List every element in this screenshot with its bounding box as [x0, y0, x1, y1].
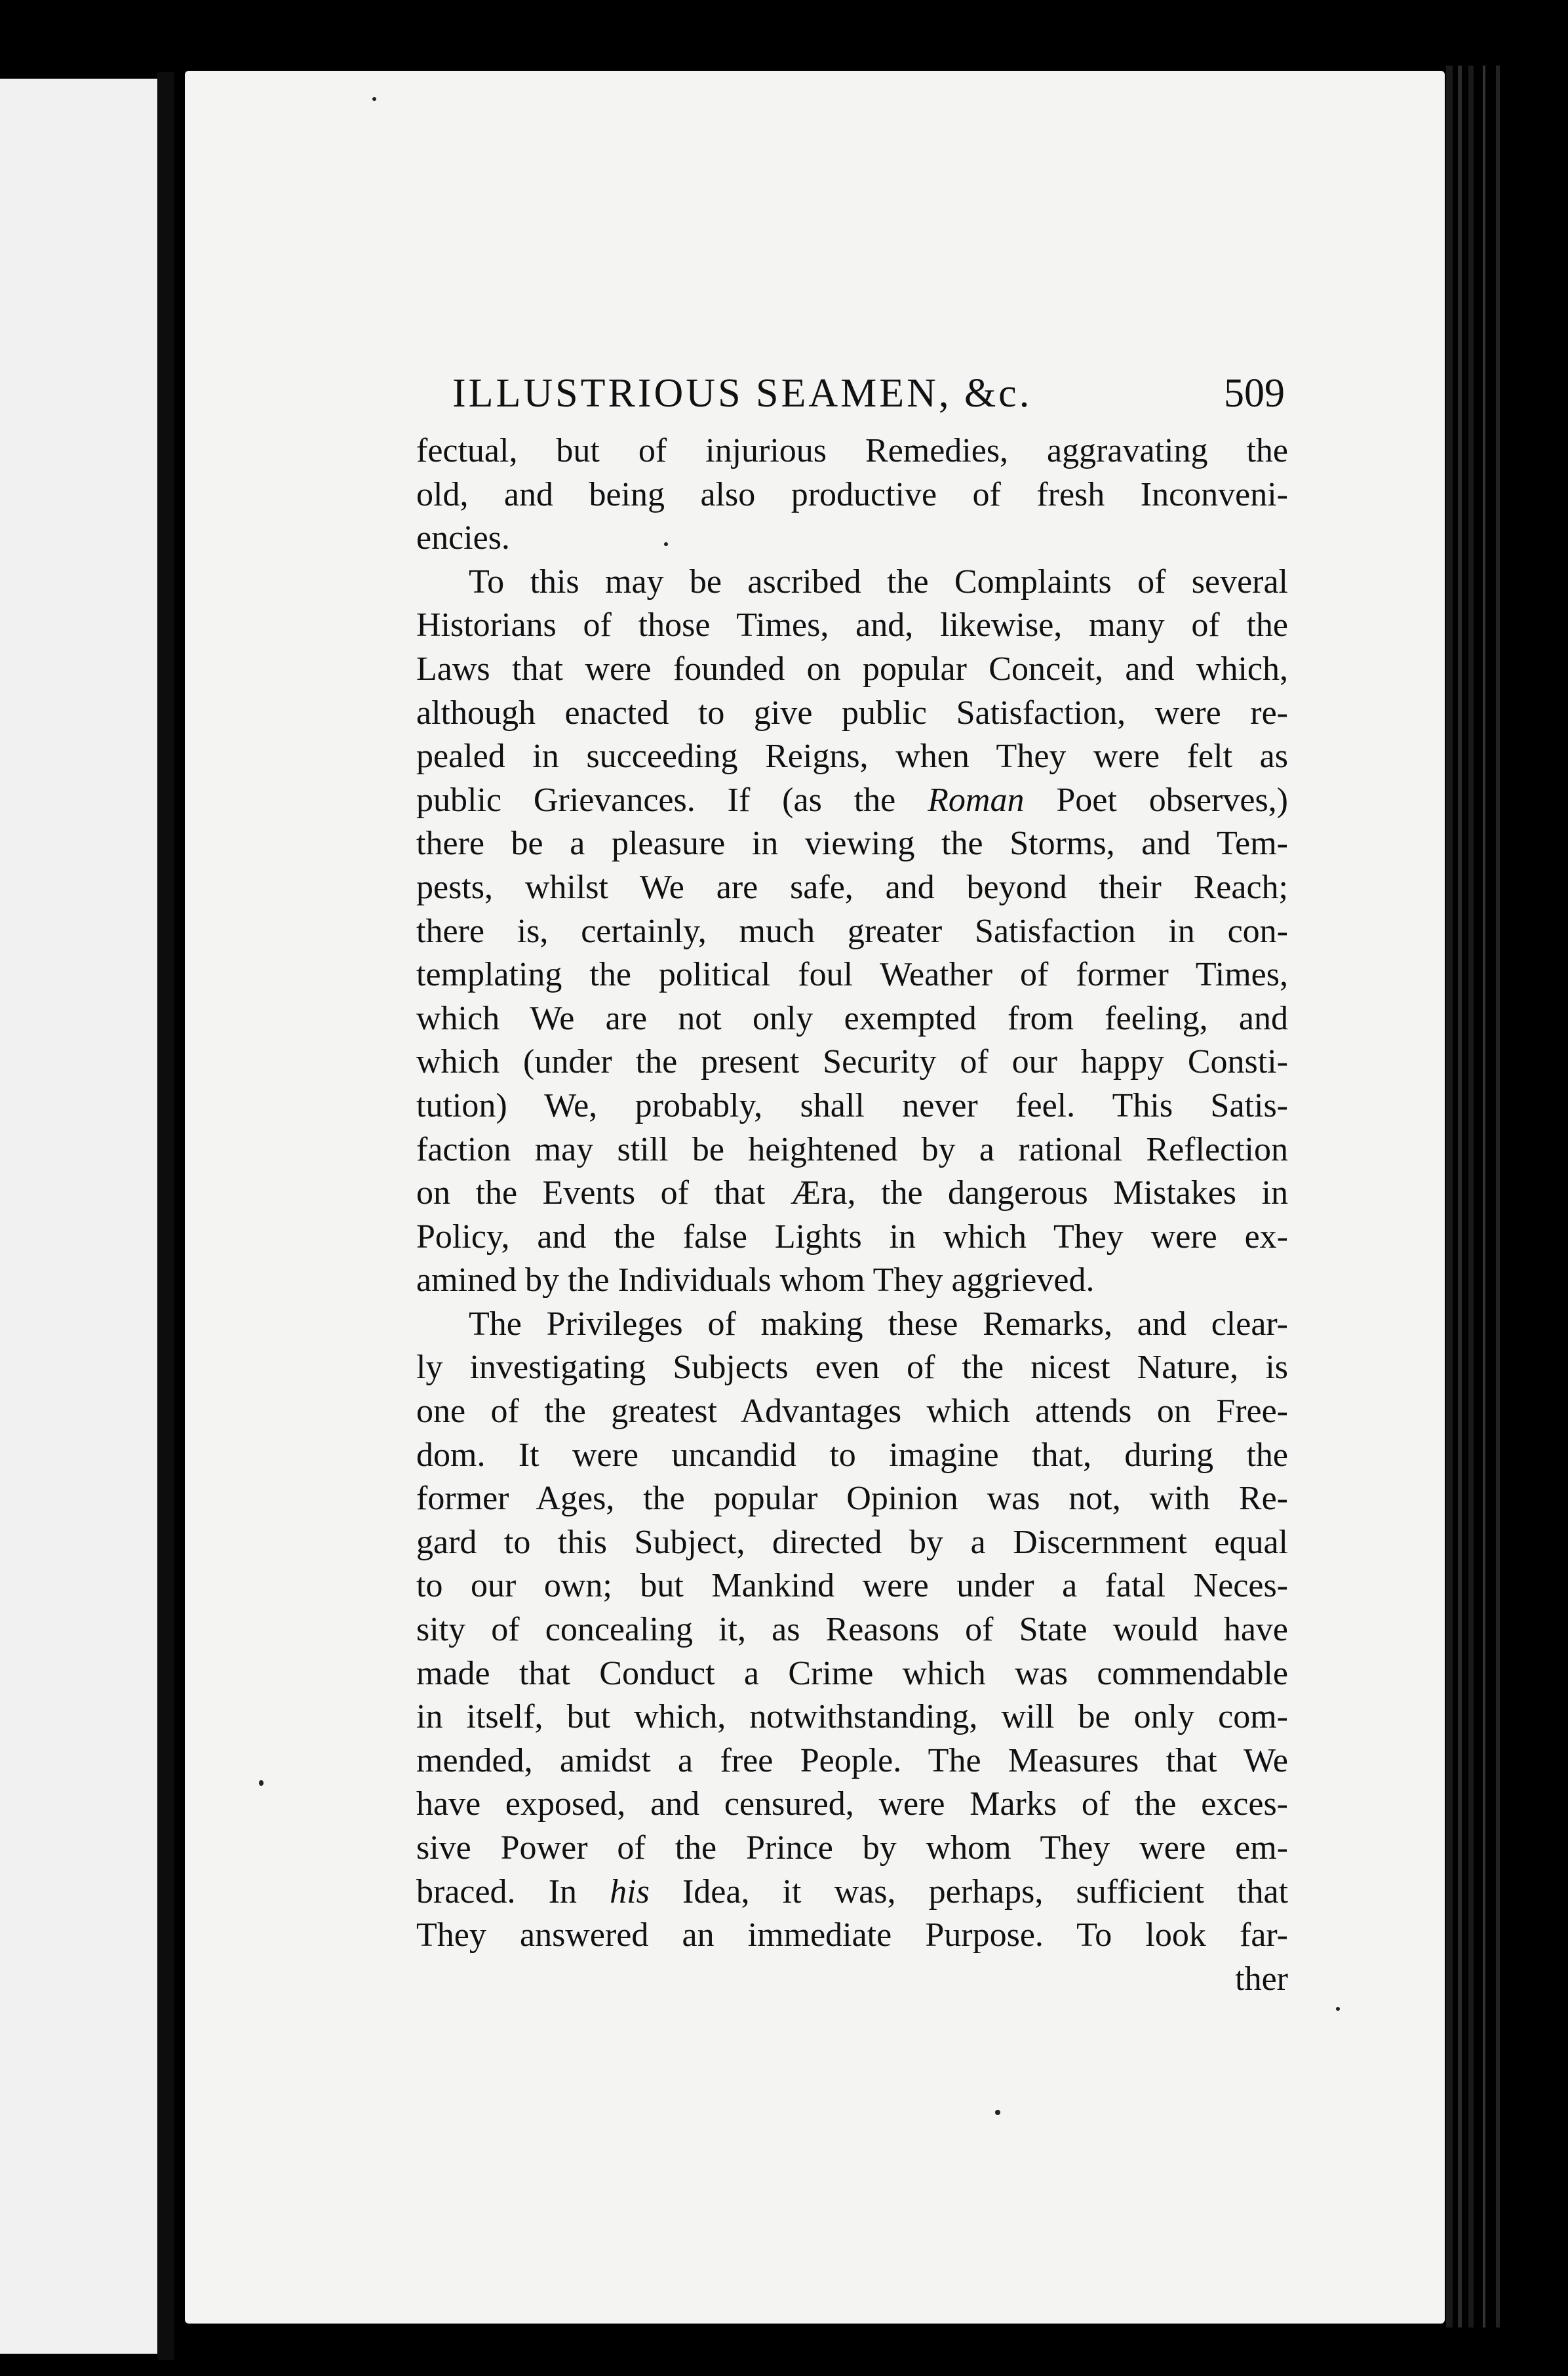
page-edges — [1458, 66, 1462, 2327]
page-edges — [1483, 66, 1485, 2327]
text-line: mended, amidst a free People. The Measures that We — [416, 1741, 1288, 1779]
text-line: although enacted to give public Satisfaction, were re- — [416, 694, 1288, 732]
text-line: faction may still be heightened by a rational Reflection — [416, 1130, 1288, 1168]
text-line: made that Conduct a Crime which was commendable — [416, 1654, 1288, 1692]
ink-speck — [1336, 2007, 1340, 2011]
catchword: ther — [1235, 1960, 1288, 1998]
text-line: amined by the Individuals whom They aggrieved. — [416, 1261, 1095, 1299]
page-number: 509 — [1224, 371, 1285, 416]
text-line: on the Events of that Æra, the dangerous Mistakes in — [416, 1174, 1288, 1212]
page-edges — [1446, 66, 1453, 2327]
ink-speck — [259, 1780, 264, 1786]
page-edges — [1496, 66, 1500, 2327]
text-line: sive Power of the Prince by whom They were em- — [416, 1829, 1288, 1867]
text-line: pealed in succeeding Reigns, when They were felt as — [416, 738, 1288, 776]
italic-word: Roman — [928, 781, 1025, 819]
text-line: which We are not only exempted from feeling, and — [416, 999, 1288, 1037]
text-segment: braced. In — [416, 1872, 610, 1911]
text-line: They answered an immediate Purpose. To look far- — [416, 1916, 1288, 1954]
text-line: there is, certainly, much greater Satisfaction in con- — [416, 912, 1288, 950]
text-line: ly investigating Subjects even of the nicest Nature, is — [416, 1349, 1288, 1387]
page-edges — [1468, 66, 1474, 2327]
page-header — [452, 370, 1285, 423]
text-line: templating the political foul Weather of former Times, — [416, 956, 1288, 994]
text-line: sity of concealing it, as Reasons of State would have — [416, 1611, 1288, 1649]
text-line: fectual, but of injurious Remedies, aggravating the — [416, 432, 1288, 469]
text-line: which (under the present Security of our happy Consti- — [416, 1043, 1288, 1081]
book-gutter — [157, 72, 174, 2360]
text-segment: public Grievances. If (as the — [416, 781, 928, 819]
text-segment: Idea, it was, perhaps, sufficient that — [649, 1872, 1289, 1911]
text-line: tution) We, probably, shall never feel. This Satis- — [416, 1086, 1288, 1124]
italic-word: his — [610, 1872, 650, 1911]
running-title: ILLUSTRIOUS SEAMEN, &c. — [452, 371, 1032, 416]
text-line: Policy, and the false Lights in which They were ex- — [416, 1218, 1288, 1256]
text-line: To this may be ascribed the Complaints of several — [469, 563, 1288, 601]
text-line: to our own; but Mankind were under a fatal Neces- — [416, 1567, 1288, 1605]
text-line — [416, 1871, 1288, 1914]
text-line: former Ages, the popular Opinion was not, with Re- — [416, 1480, 1288, 1518]
text-line — [416, 779, 1288, 823]
ink-speck — [995, 2110, 1000, 2115]
text-line: pests, whilst We are safe, and beyond their Reach; — [416, 868, 1288, 906]
text-line: encies. — [416, 519, 510, 557]
text-line: dom. It were uncandid to imagine that, during the — [416, 1436, 1288, 1474]
text-line: gard to this Subject, directed by a Discernment equal — [416, 1523, 1288, 1561]
text-line: Historians of those Times, and, likewise, many of the — [416, 606, 1288, 644]
text-line: one of the greatest Advantages which attends on Free- — [416, 1393, 1288, 1431]
text-line: The Privileges of making these Remarks, and clear- — [469, 1305, 1288, 1343]
ink-speck — [372, 97, 376, 101]
text-line: in itself, but which, notwithstanding, will be only com- — [416, 1698, 1288, 1736]
body-text — [416, 429, 1288, 2001]
text-line: old, and being also productive of fresh Inconveni- — [416, 475, 1288, 513]
text-line: Laws that were founded on popular Conceit, and which, — [416, 650, 1288, 688]
facing-page-edge — [0, 79, 157, 2354]
text-line: have exposed, and censured, were Marks of the exces- — [416, 1785, 1288, 1823]
text-line: there be a pleasure in viewing the Storms, and Tem- — [416, 825, 1288, 863]
text-segment: Poet observes,) — [1024, 781, 1289, 819]
